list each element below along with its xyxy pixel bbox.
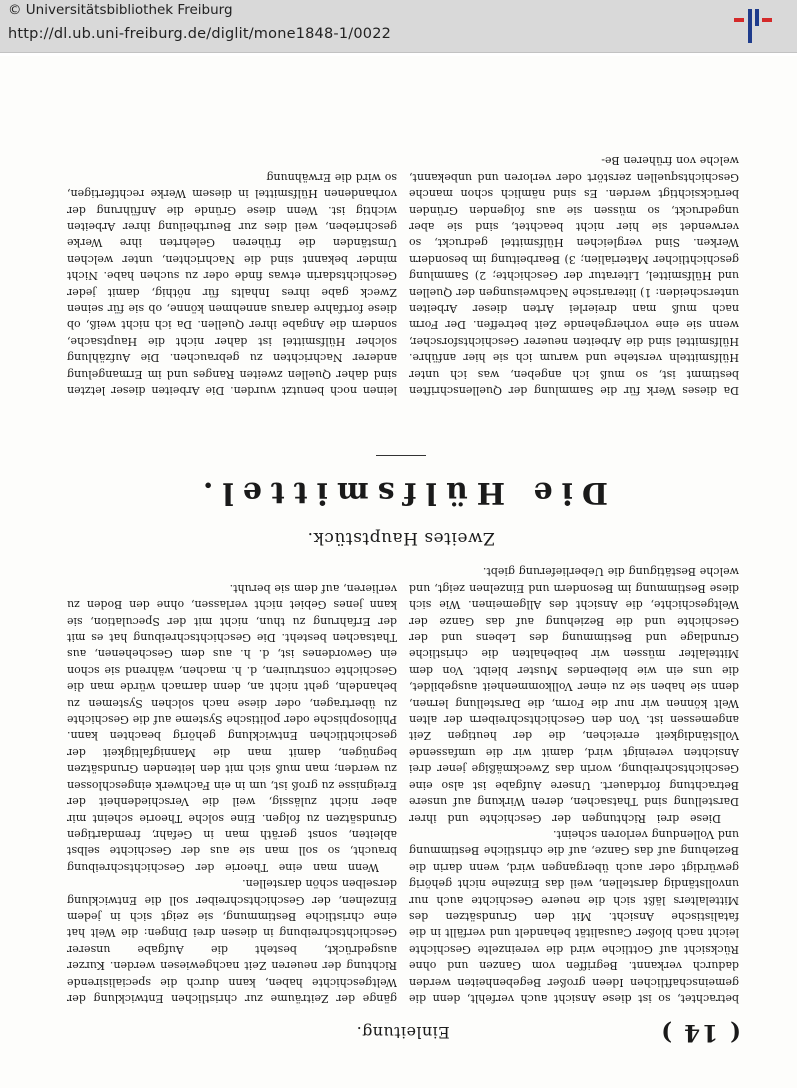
- text-column-lower-left: [409, 152, 739, 398]
- copyright-text: © Universitätsbibliothek Freiburg: [8, 2, 233, 18]
- paragraph: leinen noch benutzt wurden. Die Arbeiten dieser letzten sind daher Quellen zweiten Ranges und im Ermangelung anderer Nachrichten zu gebrauchen. Die Aufzählung solcher Hülfsmittel ist daher nicht die Hauptsache, sondern die Angabe ihrer Quellen. Da ich nicht weiß, ob diese fortfahre daraus annehmen könne, ob sie für seinen Zweck gabe ihres Inhalts für nöthig, damit jeder Geschichtsdarin etwas finde oder zu suchen habe. Nicht minder bekannt sind die Nachrichten, unter welchen Umständen die früheren Gelehrten ihre Werke geschrieben, weil dies zur Beurtheilung ihrer Arbeiten wichtig ist. Wenn diese Gründe die Anführung der vorhandenen Hülfsmittel in diesem Werke rechtfertigen, so wird die Erwähnung: [67, 170, 397, 397]
- text-column-upper-right: [67, 579, 397, 1006]
- section-heading: [63, 455, 739, 548]
- logo-red-bar-right: [762, 18, 772, 22]
- logo-blue-bar-left: [748, 9, 752, 43]
- ub-freiburg-logo[interactable]: [732, 5, 774, 47]
- text-column-upper-left: [409, 563, 739, 1006]
- header-bar: [0, 0, 797, 53]
- section-title: Die Hülfsmittel.: [193, 475, 609, 510]
- heading-divider: [376, 455, 426, 456]
- paragraph: gänge der Zeiträume zur christlichen Entwicklung der Weltgeschichte haben, kann durch die specialisirende Richtung der neueren Zeit nachgewiesen werden. Kurzer ausgedrückt, besteht die Aufgabe unserer Geschichtschreibung in diesen drei Dingen: die Welt hat eine christliche Bestimmung, sie zeigt sich in jedem Einzelnen, der Geschichtschreiber soll die Entwicklung derselben schön darstellen.: [67, 877, 397, 1005]
- page-number: ( 14 ): [659, 1019, 741, 1046]
- scanned-page: [0, 56, 797, 1088]
- logo-blue-bar-right: [755, 9, 759, 26]
- running-header: [65, 1014, 741, 1046]
- running-title: Einleitung.: [356, 1023, 450, 1042]
- chapter-label: Zweites Hauptstück.: [307, 528, 495, 548]
- paragraph: Wenn man eine Theorie der Geschichtschreibung braucht, so soll man sie aus der Geschichte selbst ableiten, sonst geräth man in Gefahr, fremdartigen Grundsätzen zu folgen. Eine solche Theorie scheint mir aber nicht zulässig, weil die Verschiedenheit der Ereignisse zu groß ist, um in ein Fachwerk eingeschlossen zu werden; man muß sich mit den leitenden Grundsätzen begnügen, damit man die Mannigfaltigkeit der geschichtlichen Entwicklung gehörig beachten kann. Philosophische oder politische Systeme auf die Geschichte zu übertragen, oder diese nach solchen Systemen zu behandeln, geht nicht an, denn darnach würde man die Geschichte construiren, d. h. machen, während sie schon ein Gewordenes ist, d. h. aus dem Geschehenen, aus Thatsachen besteht. Die Geschichtschreibung hat es mit der Erfahrung zu thun, nicht mit der Speculation, sie kann jenes Gebiet nicht verlassen, ohne den Boden zu verlieren, auf dem sie beruht.: [67, 581, 397, 874]
- page-content: [0, 56, 797, 1088]
- source-url-link[interactable]: http://dl.ub.uni-freiburg.de/diglit/mone1848-1/0022: [8, 26, 392, 42]
- paragraph: betrachtet, so ist diese Ansicht auch verfehlt, denn die gemeinschaftlichen Ideen großer Begebenheiten werden dadurch verkannt. Begriffen vom Ganzen und ohne Rücksicht auf Gottliche wird die vereinzelte Geschichte leicht nach bloßer Causalität behandelt und verfällt in die fatalistische Ansicht. Mit den Grundsätzen des Mittelalters läßt sich die neuere Geschichte auch nur unvollständig darstellen, weil das Einzelne nicht gehörig gewürdigt oder auch übergangen wird, wenn darin die Beziehung auf das Ganze, auf die christliche Bestimmung und Vollendung verloren scheint.: [409, 827, 739, 1005]
- logo-red-bar-left: [734, 18, 744, 22]
- paragraph: Diese drei Richtungen der Geschichte und ihrer Darstellung sind Thatsachen, deren Wirkung auf unsere Betrachtung fortdauert. Unsere Aufgabe ist also eine Geschichtschreibung, worin das Zweckmäßige jener drei Ansichten vereinigt wird, damit wir die umfassende Vollständigkeit erreichen, die der heutigen Zeit angemessen ist. Von den Geschichtschreibern der alten Welt können wir nur die Form, die Darstellung lernen, denn sie haben sie zu einer Vollkommenheit ausgebildet, die uns ein wie bleibendes Muster bleibt. Von dem Mittelalter müssen wir beibehalten die christliche Grundlage und Bestimmung des Lebens und der Geschichte und die Beziehung auf das Ganze der Weltgeschichte, die Ansicht des Allgemeinen. Wie sich diese Bestimmung im Besondern und Einzelnen zeigt, und welche Bestätigung die Ueberlieferung giebt.: [409, 565, 739, 825]
- text-column-lower-right: [67, 168, 397, 398]
- paragraph: Da dieses Werk für die Sammlung der Quellenschriften bestimmt ist, so muß ich angeben, was ich unter Hülfsmitteln verstehe und warum ich sie hier anführe. Hülfsmittel sind die Arbeiten neuerer Geschichtsforscher, wenn sie eine vorhergehende Zeit betreffen. Der Form nach muß man dreierlei Arten dieser Arbeiten unterscheiden: 1) literarische Nachweisungen der Quellen und Hülfsmittel, Literatur der Geschichte; 2) Sammlung geschichtlicher Materialien; 3) Bearbeitung im besondern Werken. Sind vergleichen Hülfsmittel gedruckt, so verwendet sie hier nicht beachtet, sind sie aber ungedruckt, so müssen sie aus folgenden Gründen berücksichtigt werden. Es sind nämlich schon manche Geschichtsquellen zerstört oder verloren und unbekannt, welche von früheren Be-: [409, 154, 739, 397]
